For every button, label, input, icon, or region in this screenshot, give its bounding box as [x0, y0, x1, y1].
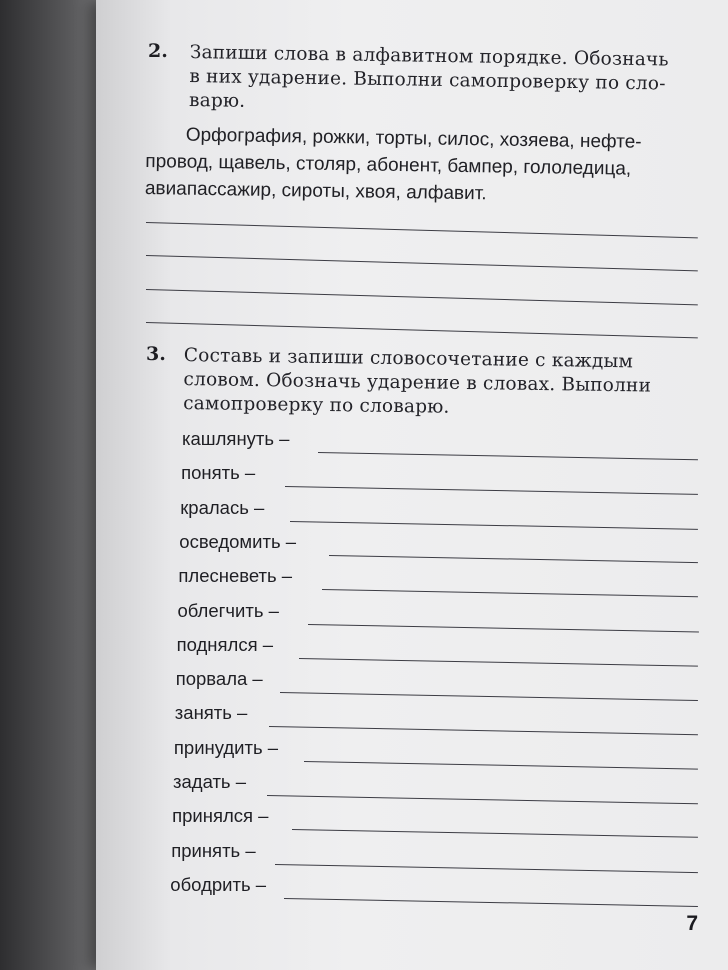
entry-answer-line[interactable]: [292, 829, 698, 838]
entry-word: облегчить –: [177, 599, 279, 621]
word-list-line: Орфография, рожки, торты, силос, хозяева, нефте-: [185, 124, 642, 153]
task-2-word-list: [145, 121, 642, 210]
entry-word: принудить –: [173, 736, 279, 758]
entry-word: принялся –: [172, 805, 269, 827]
entry-answer-line[interactable]: [318, 452, 698, 460]
entry-answer-line[interactable]: [267, 795, 698, 804]
task-2-instruction: [189, 41, 669, 121]
entry-word: плесневеть –: [178, 565, 293, 587]
page-content: [96, 0, 728, 970]
entry-answer-line[interactable]: [269, 726, 698, 735]
answer-line[interactable]: [146, 222, 698, 238]
task-3-instruction-line: Составь и запиши словосочетание с каждым: [183, 344, 634, 373]
entry-answer-line[interactable]: [285, 486, 698, 495]
entry-answer-line[interactable]: [329, 555, 698, 563]
answer-line[interactable]: [146, 255, 698, 271]
entry-word: ободрить –: [170, 873, 267, 895]
entry-answer-line[interactable]: [299, 658, 698, 667]
task-3-instruction: [183, 344, 652, 423]
task-2-instruction-line: варю.: [188, 89, 246, 112]
entry-word: занять –: [174, 702, 248, 724]
word-list-line: авиапассажир, сироты, хвоя, алфавит.: [144, 177, 487, 205]
entry-word: понять –: [181, 462, 256, 484]
entry-word: кашлянуть –: [182, 428, 290, 449]
entry-word: кралась –: [180, 496, 265, 518]
entry-answer-line[interactable]: [284, 898, 698, 907]
entry-answer-line[interactable]: [290, 521, 698, 530]
task-3-instruction-line: словом. Обозначь ударение в словах. Выполни: [183, 368, 652, 397]
entry-answer-line[interactable]: [322, 589, 698, 597]
entry-word: поднялся –: [176, 633, 274, 655]
task-2-instruction-line: в них ударение. Выполни самопроверку по сло-: [189, 65, 666, 95]
task-2-number: 2.: [148, 40, 168, 62]
answer-line[interactable]: [146, 322, 698, 338]
workbook-page: [96, 0, 728, 970]
entry-answer-line[interactable]: [275, 864, 698, 873]
task-2-instruction-line: Запиши слова в алфавитном порядке. Обозначь: [189, 41, 669, 71]
entry-answer-line[interactable]: [304, 761, 698, 770]
entry-answer-line[interactable]: [280, 692, 698, 701]
entry-word: порвала –: [175, 668, 263, 690]
entry-answer-line[interactable]: [307, 624, 697, 632]
word-list-line: провод, щавель, столяр, абонент, бампер, гололедица,: [145, 150, 632, 180]
entry-word: задать –: [173, 771, 246, 792]
page-number: 7: [686, 912, 698, 935]
task-3-instruction-line: самопроверку по словарю.: [183, 392, 450, 418]
task-3-number: 3.: [146, 343, 166, 365]
entry-word: принять –: [171, 839, 256, 861]
answer-line[interactable]: [146, 289, 698, 305]
entry-word: осведомить –: [179, 530, 297, 552]
